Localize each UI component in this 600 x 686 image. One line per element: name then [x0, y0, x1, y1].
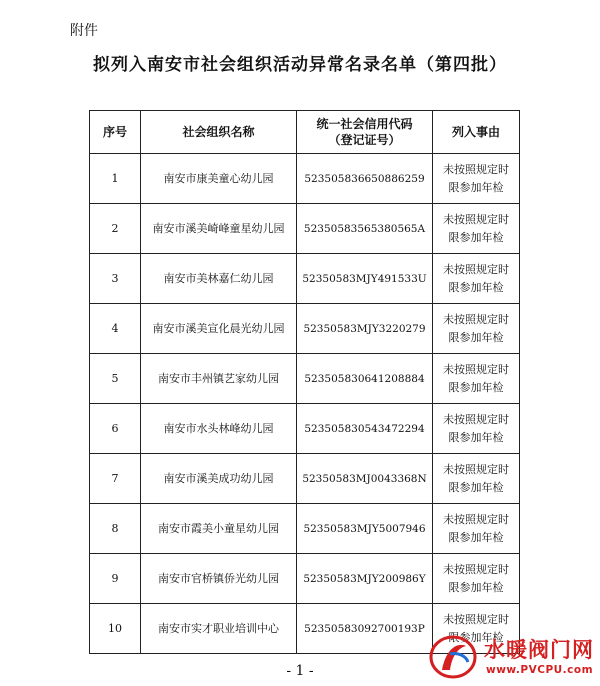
row-number: 4 [90, 304, 141, 354]
credit-code: 52350583565380565A [297, 204, 433, 254]
watermark-text: 水暖阀门网 [484, 638, 594, 662]
list-reason: 未按照规定时限参加年检 [433, 554, 520, 604]
column-header-number: 序号 [90, 111, 141, 154]
org-name: 南安市溪美崎峰童星幼儿园 [141, 204, 297, 254]
organization-table [89, 110, 520, 654]
table-row [90, 454, 520, 504]
org-name: 南安市溪美宣化晨光幼儿园 [141, 304, 297, 354]
credit-code: 523505830641208884 [297, 354, 433, 404]
row-number: 9 [90, 554, 141, 604]
document-title: 拟列入南安市社会组织活动异常名录名单（第四批） [93, 55, 507, 75]
table-row [90, 254, 520, 304]
column-header-reason: 列入事由 [433, 111, 520, 154]
table-row [90, 504, 520, 554]
org-name: 南安市美林嘉仁幼儿园 [141, 254, 297, 304]
credit-code: 52350583MJY491533U [297, 254, 433, 304]
list-reason: 未按照规定时限参加年检 [433, 354, 520, 404]
row-number: 8 [90, 504, 141, 554]
org-name: 南安市丰州镇艺家幼儿园 [141, 354, 297, 404]
table-row [90, 304, 520, 354]
table-row [90, 554, 520, 604]
credit-code: 52350583MJY3220279 [297, 304, 433, 354]
list-reason: 未按照规定时限参加年检 [433, 604, 520, 654]
list-reason: 未按照规定时限参加年检 [433, 254, 520, 304]
credit-code: 523505830543472294 [297, 404, 433, 454]
page-number: - 1 - [286, 663, 314, 679]
table-row [90, 154, 520, 204]
org-name: 南安市实才职业培训中心 [141, 604, 297, 654]
org-name: 南安市霞美小童星幼儿园 [141, 504, 297, 554]
list-reason: 未按照规定时限参加年检 [433, 454, 520, 504]
column-header-name: 社会组织名称 [141, 111, 297, 154]
row-number: 3 [90, 254, 141, 304]
table-body [90, 154, 520, 654]
org-name: 南安市官桥镇侨光幼儿园 [141, 554, 297, 604]
credit-code: 52350583092700193P [297, 604, 433, 654]
watermark-url: www.PVCPU.com [486, 664, 594, 676]
table-header-row [90, 111, 520, 154]
watermark-logo-icon [428, 634, 478, 680]
list-reason: 未按照规定时限参加年检 [433, 304, 520, 354]
credit-code: 52350583MJY5007946 [297, 504, 433, 554]
row-number: 7 [90, 454, 141, 504]
table-row [90, 404, 520, 454]
column-header-code-text: 统一社会信用代码（登记证号） [316, 117, 413, 147]
row-number: 10 [90, 604, 141, 654]
list-reason: 未按照规定时限参加年检 [433, 504, 520, 554]
attachment-label: 附件 [70, 23, 98, 39]
credit-code: 523505836650886259 [297, 154, 433, 204]
table-row [90, 354, 520, 404]
column-header-code [297, 111, 433, 154]
row-number: 5 [90, 354, 141, 404]
row-number: 6 [90, 404, 141, 454]
org-name: 南安市水头林峰幼儿园 [141, 404, 297, 454]
list-reason: 未按照规定时限参加年检 [433, 154, 520, 204]
list-reason: 未按照规定时限参加年检 [433, 404, 520, 454]
org-name: 南安市溪美成功幼儿园 [141, 454, 297, 504]
org-name: 南安市康美童心幼儿园 [141, 154, 297, 204]
list-reason: 未按照规定时限参加年检 [433, 204, 520, 254]
row-number: 2 [90, 204, 141, 254]
credit-code: 52350583MJY200986Y [297, 554, 433, 604]
row-number: 1 [90, 154, 141, 204]
table-row [90, 204, 520, 254]
credit-code: 52350583MJ0043368N [297, 454, 433, 504]
watermark [428, 632, 598, 684]
